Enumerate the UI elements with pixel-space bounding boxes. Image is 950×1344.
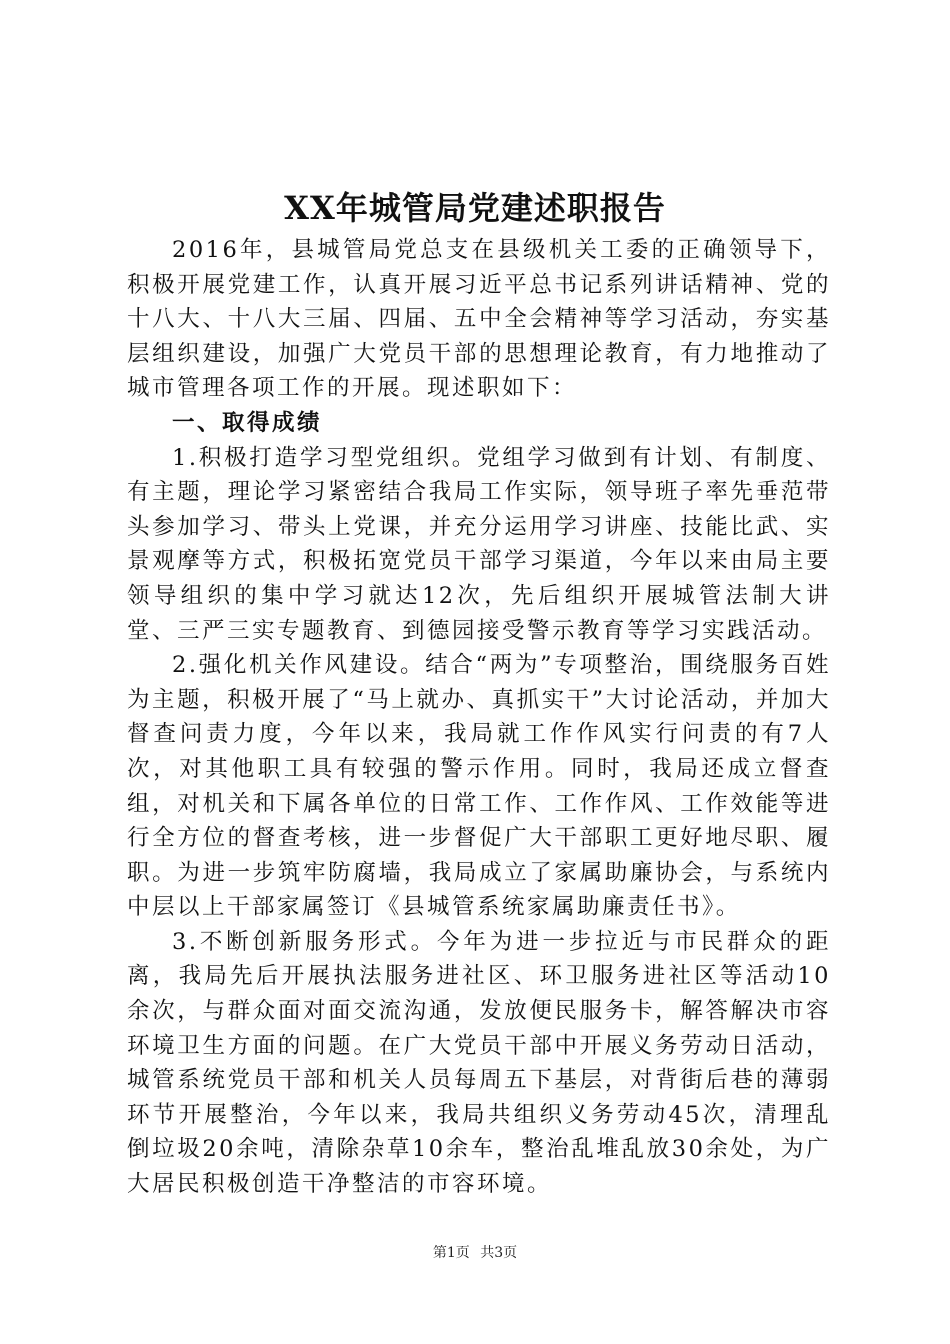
page-number: 第1页 bbox=[432, 1245, 470, 1261]
paragraph-item-1: 1.积极打造学习型党组织。党组学习做到有计划、有制度、有主题，理论学习紧密结合我局工作实际，领导班子率先垂范带头参加学习、带头上党课，并充分运用学习讲座、技能比武、实景观摩等方式，积极拓宽党员干部学习渠道，今年以来由局主要领导组织的集中学习就达12次，先后组织开展城管法制大讲堂、三严三实专题教育、到德园接受警示教育等学习实践活动。 bbox=[127, 444, 831, 644]
page-total: 共3页 bbox=[480, 1245, 518, 1261]
page-footer bbox=[0, 1243, 950, 1263]
document-title: XX年城管局党建述职报告 bbox=[284, 189, 666, 227]
paragraph-item-3: 3.不断创新服务形式。今年为进一步拉近与市民群众的距离，我局先后开展执法服务进社区、环卫服务进社区等活动10余次，与群众面对面交流沟通，发放便民服务卡，解答解决市容环境卫生方面的问题。在广大党员干部中开展义务劳动日活动，城管系统党员干部和机关人员每周五下基层，对背街后巷的薄弱环节开展整治，今年以来，我局共组织义务劳动45次，清理乱倒垃圾20余吨，清除杂草10余车，整治乱堆乱放30余处，为广大居民积极创造干净整洁的市容环境。 bbox=[127, 928, 831, 1198]
document-body bbox=[127, 233, 831, 1202]
section-heading: 一、取得成绩 bbox=[172, 409, 323, 436]
intro-paragraph: 2016年，县城管局党总支在县级机关工委的正确领导下，积极开展党建工作，认真开展习近平总书记系列讲话精神、党的十八大、十八大三届、四届、五中全会精神等学习活动，夯实基层组织建设，加强广大党员干部的思想理论教育，有力地推动了城市管理各项工作的开展。现述职如下： bbox=[127, 237, 831, 402]
paragraph-item-2: 2.强化机关作风建设。结合“两为”专项整治，围绕服务百姓为主题，积极开展了“马上就办、真抓实干”大讨论活动，并加大督查问责力度，今年以来，我局就工作作风实行问责的有7人次，对其他职工具有较强的警示作用。同时，我局还成立督查组，对机关和下属各单位的日常工作、工作作风、工作效能等进行全方位的督查考核，进一步督促广大干部职工更好地尽职、履职。为进一步筑牢防腐墙，我局成立了家属助廉协会，与系统内中层以上干部家属签订《县城管系统家属助廉责任书》。 bbox=[127, 652, 831, 921]
